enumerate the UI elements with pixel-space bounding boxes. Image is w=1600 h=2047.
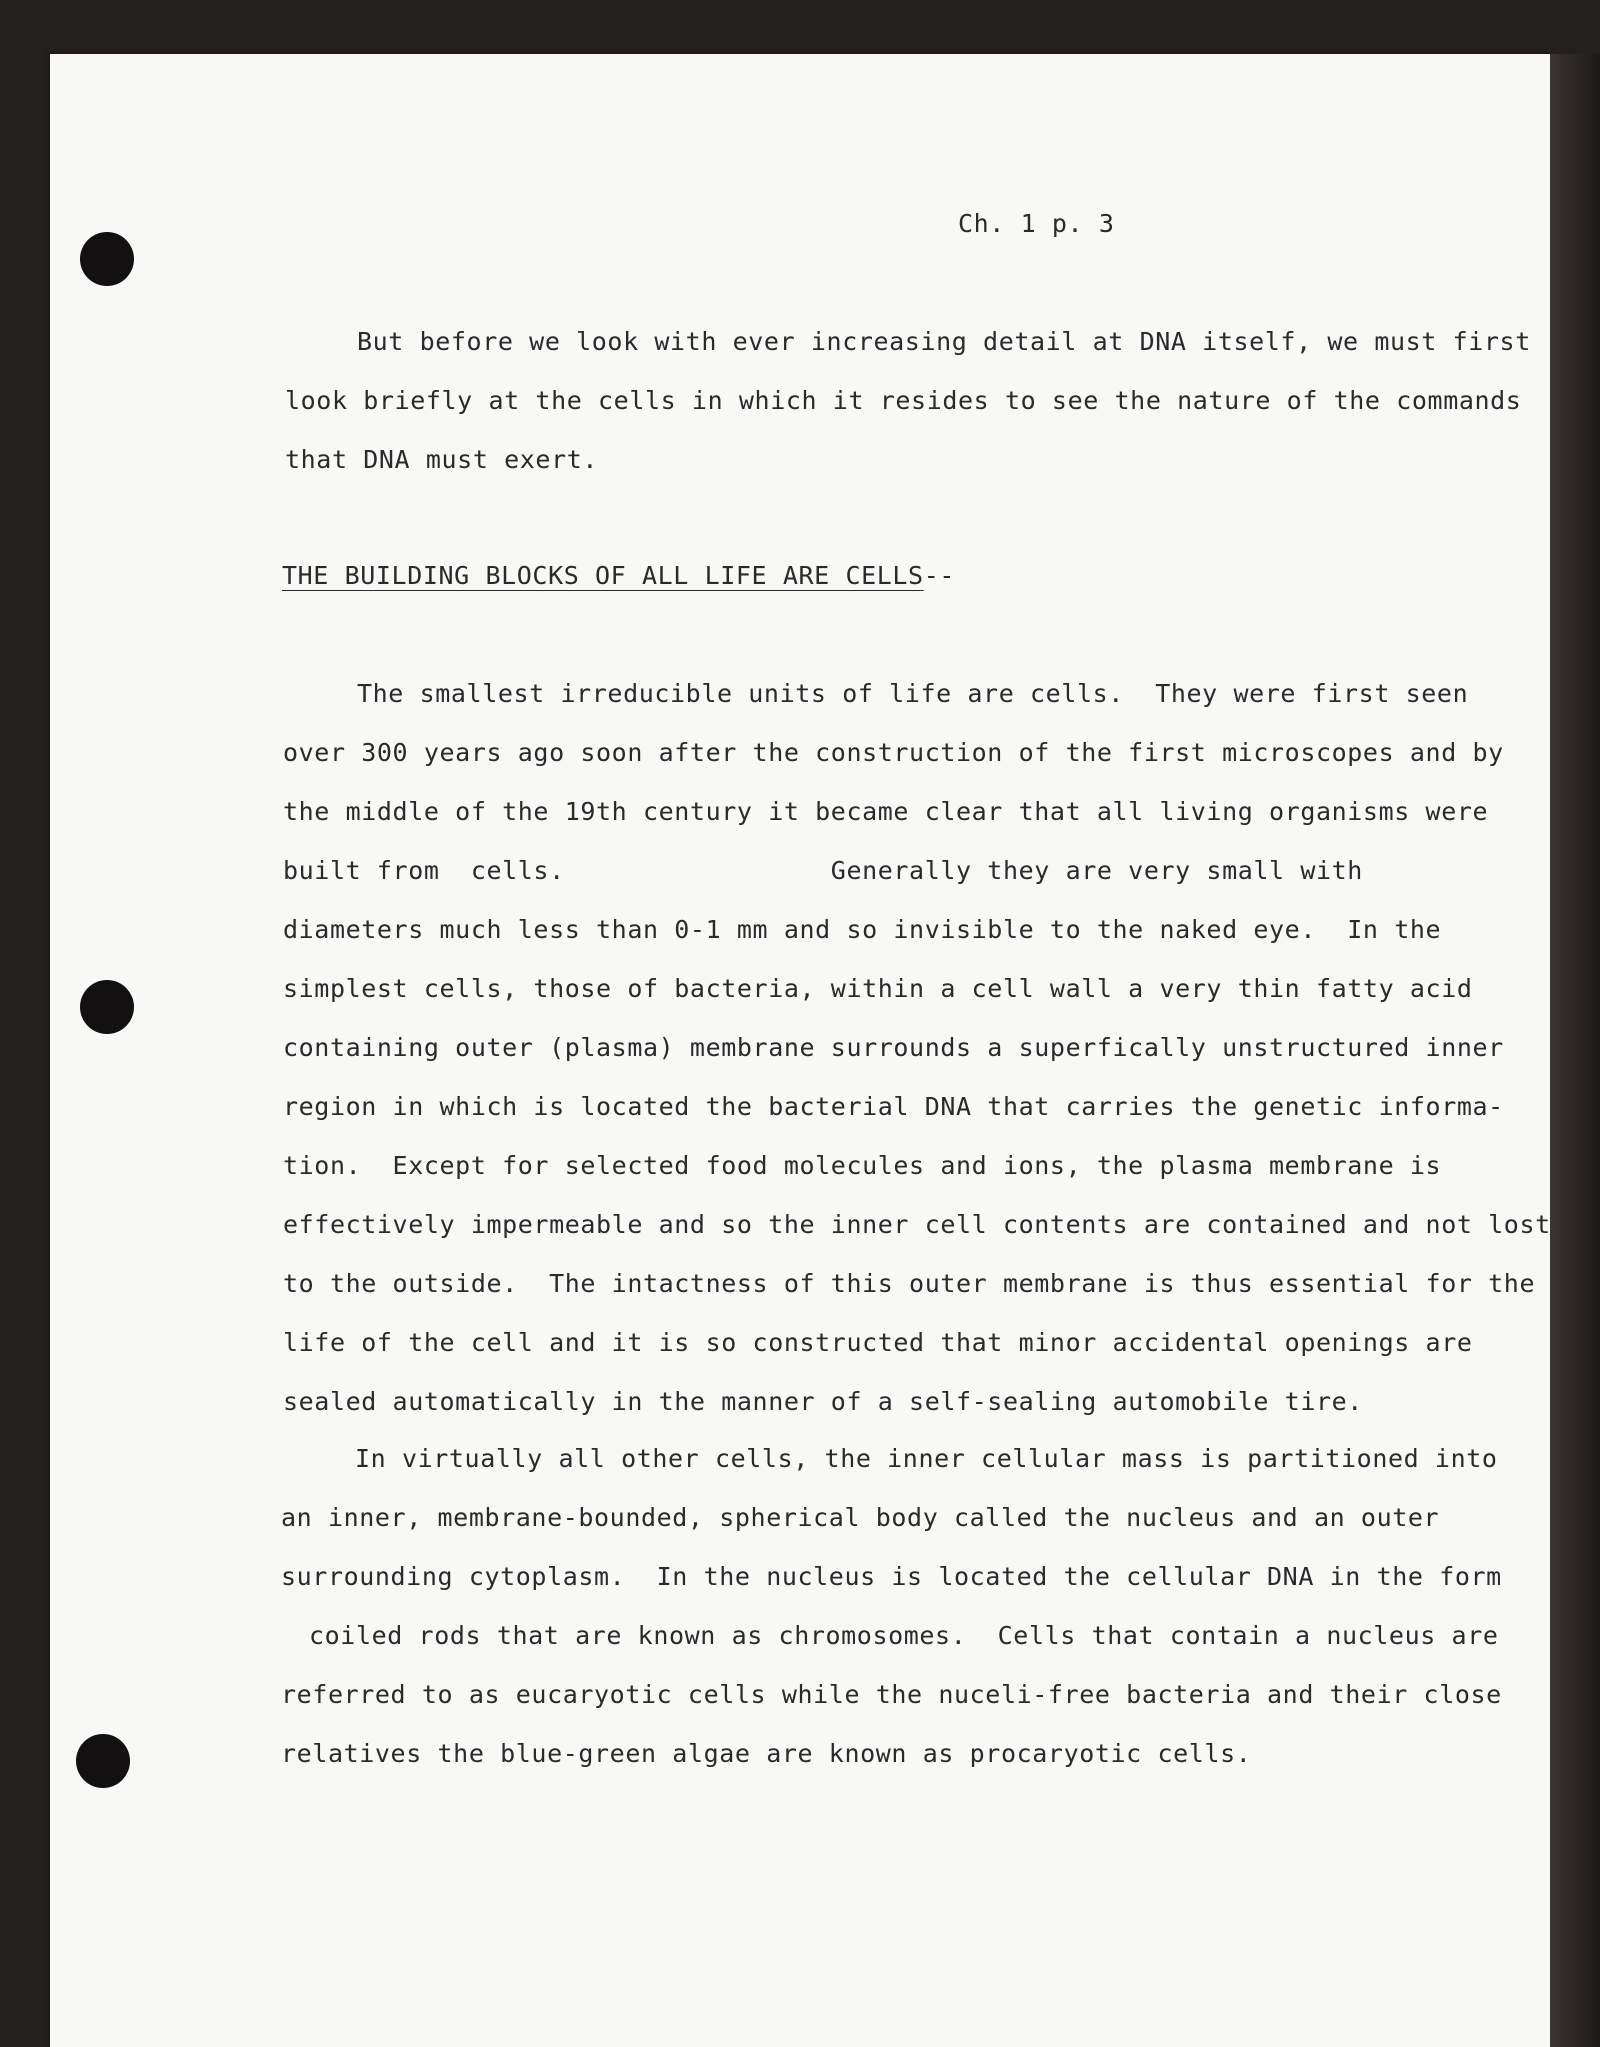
paragraph2-line-6: relatives the blue-green algae are known as procaryotic cells. bbox=[281, 1739, 1252, 1768]
paragraph1-line-3: the middle of the 19th century it became clear that all living organisms were bbox=[283, 797, 1489, 826]
intro-line-1: But before we look with ever increasing detail at DNA itself, we must first bbox=[357, 327, 1531, 356]
paragraph1-line-1: The smallest irreducible units of life are cells. They were first seen bbox=[357, 679, 1469, 708]
section-heading: THE BUILDING BLOCKS OF ALL LIFE ARE CELLS bbox=[282, 561, 924, 590]
paragraph2-line-2: an inner, membrane-bounded, spherical body called the nucleus and an outer bbox=[281, 1503, 1440, 1532]
paragraph1-line-6: simplest cells, those of bacteria, within a cell wall a very thin fatty acid bbox=[283, 974, 1473, 1003]
paragraph1-line-13: sealed automatically in the manner of a self-sealing automobile tire. bbox=[283, 1387, 1363, 1416]
paragraph2-line-5: referred to as eucaryotic cells while the nuceli-free bacteria and their close bbox=[281, 1680, 1502, 1709]
paragraph2-line-3: surrounding cytoplasm. In the nucleus is located the cellular DNA in the form bbox=[281, 1562, 1502, 1591]
binder-hole-bottom bbox=[76, 1734, 130, 1788]
page-number: Ch. 1 p. 3 bbox=[958, 209, 1115, 238]
intro-line-2: look briefly at the cells in which it resides to see the nature of the commands bbox=[285, 386, 1522, 415]
page-edge-shadow bbox=[1550, 54, 1600, 2047]
section-heading-dashes: -- bbox=[923, 561, 956, 590]
paragraph1-line-9: tion. Except for selected food molecules and ions, the plasma membrane is bbox=[283, 1151, 1442, 1180]
binder-hole-middle bbox=[80, 980, 134, 1034]
paragraph1-line-7: containing outer (plasma) membrane surrounds a superfically unstructured inner bbox=[283, 1033, 1504, 1062]
paragraph1-line-11: to the outside. The intactness of this outer membrane is thus essential for the bbox=[283, 1269, 1536, 1298]
paragraph1-line-4: built from cells. Generally they are very small with bbox=[283, 856, 1363, 885]
paragraph2-line-1: In virtually all other cells, the inner cellular mass is partitioned into bbox=[355, 1444, 1498, 1473]
paragraph1-line-12: life of the cell and it is so constructed that minor accidental openings are bbox=[283, 1328, 1473, 1357]
binder-hole-top bbox=[80, 232, 134, 286]
paragraph1-line-2: over 300 years ago soon after the construction of the first microscopes and by bbox=[283, 738, 1504, 767]
paragraph1-line-8: region in which is located the bacterial DNA that carries the genetic informa- bbox=[283, 1092, 1504, 1121]
intro-line-3: that DNA must exert. bbox=[285, 445, 599, 474]
paragraph1-line-5: diameters much less than 0-1 mm and so invisible to the naked eye. In the bbox=[283, 915, 1442, 944]
paragraph1-line-10: effectively impermeable and so the inner cell contents are contained and not lost bbox=[283, 1210, 1551, 1239]
section-heading-row bbox=[282, 561, 955, 591]
paragraph2-line-4: coiled rods that are known as chromosomes. Cells that contain a nucleus are bbox=[309, 1621, 1499, 1650]
